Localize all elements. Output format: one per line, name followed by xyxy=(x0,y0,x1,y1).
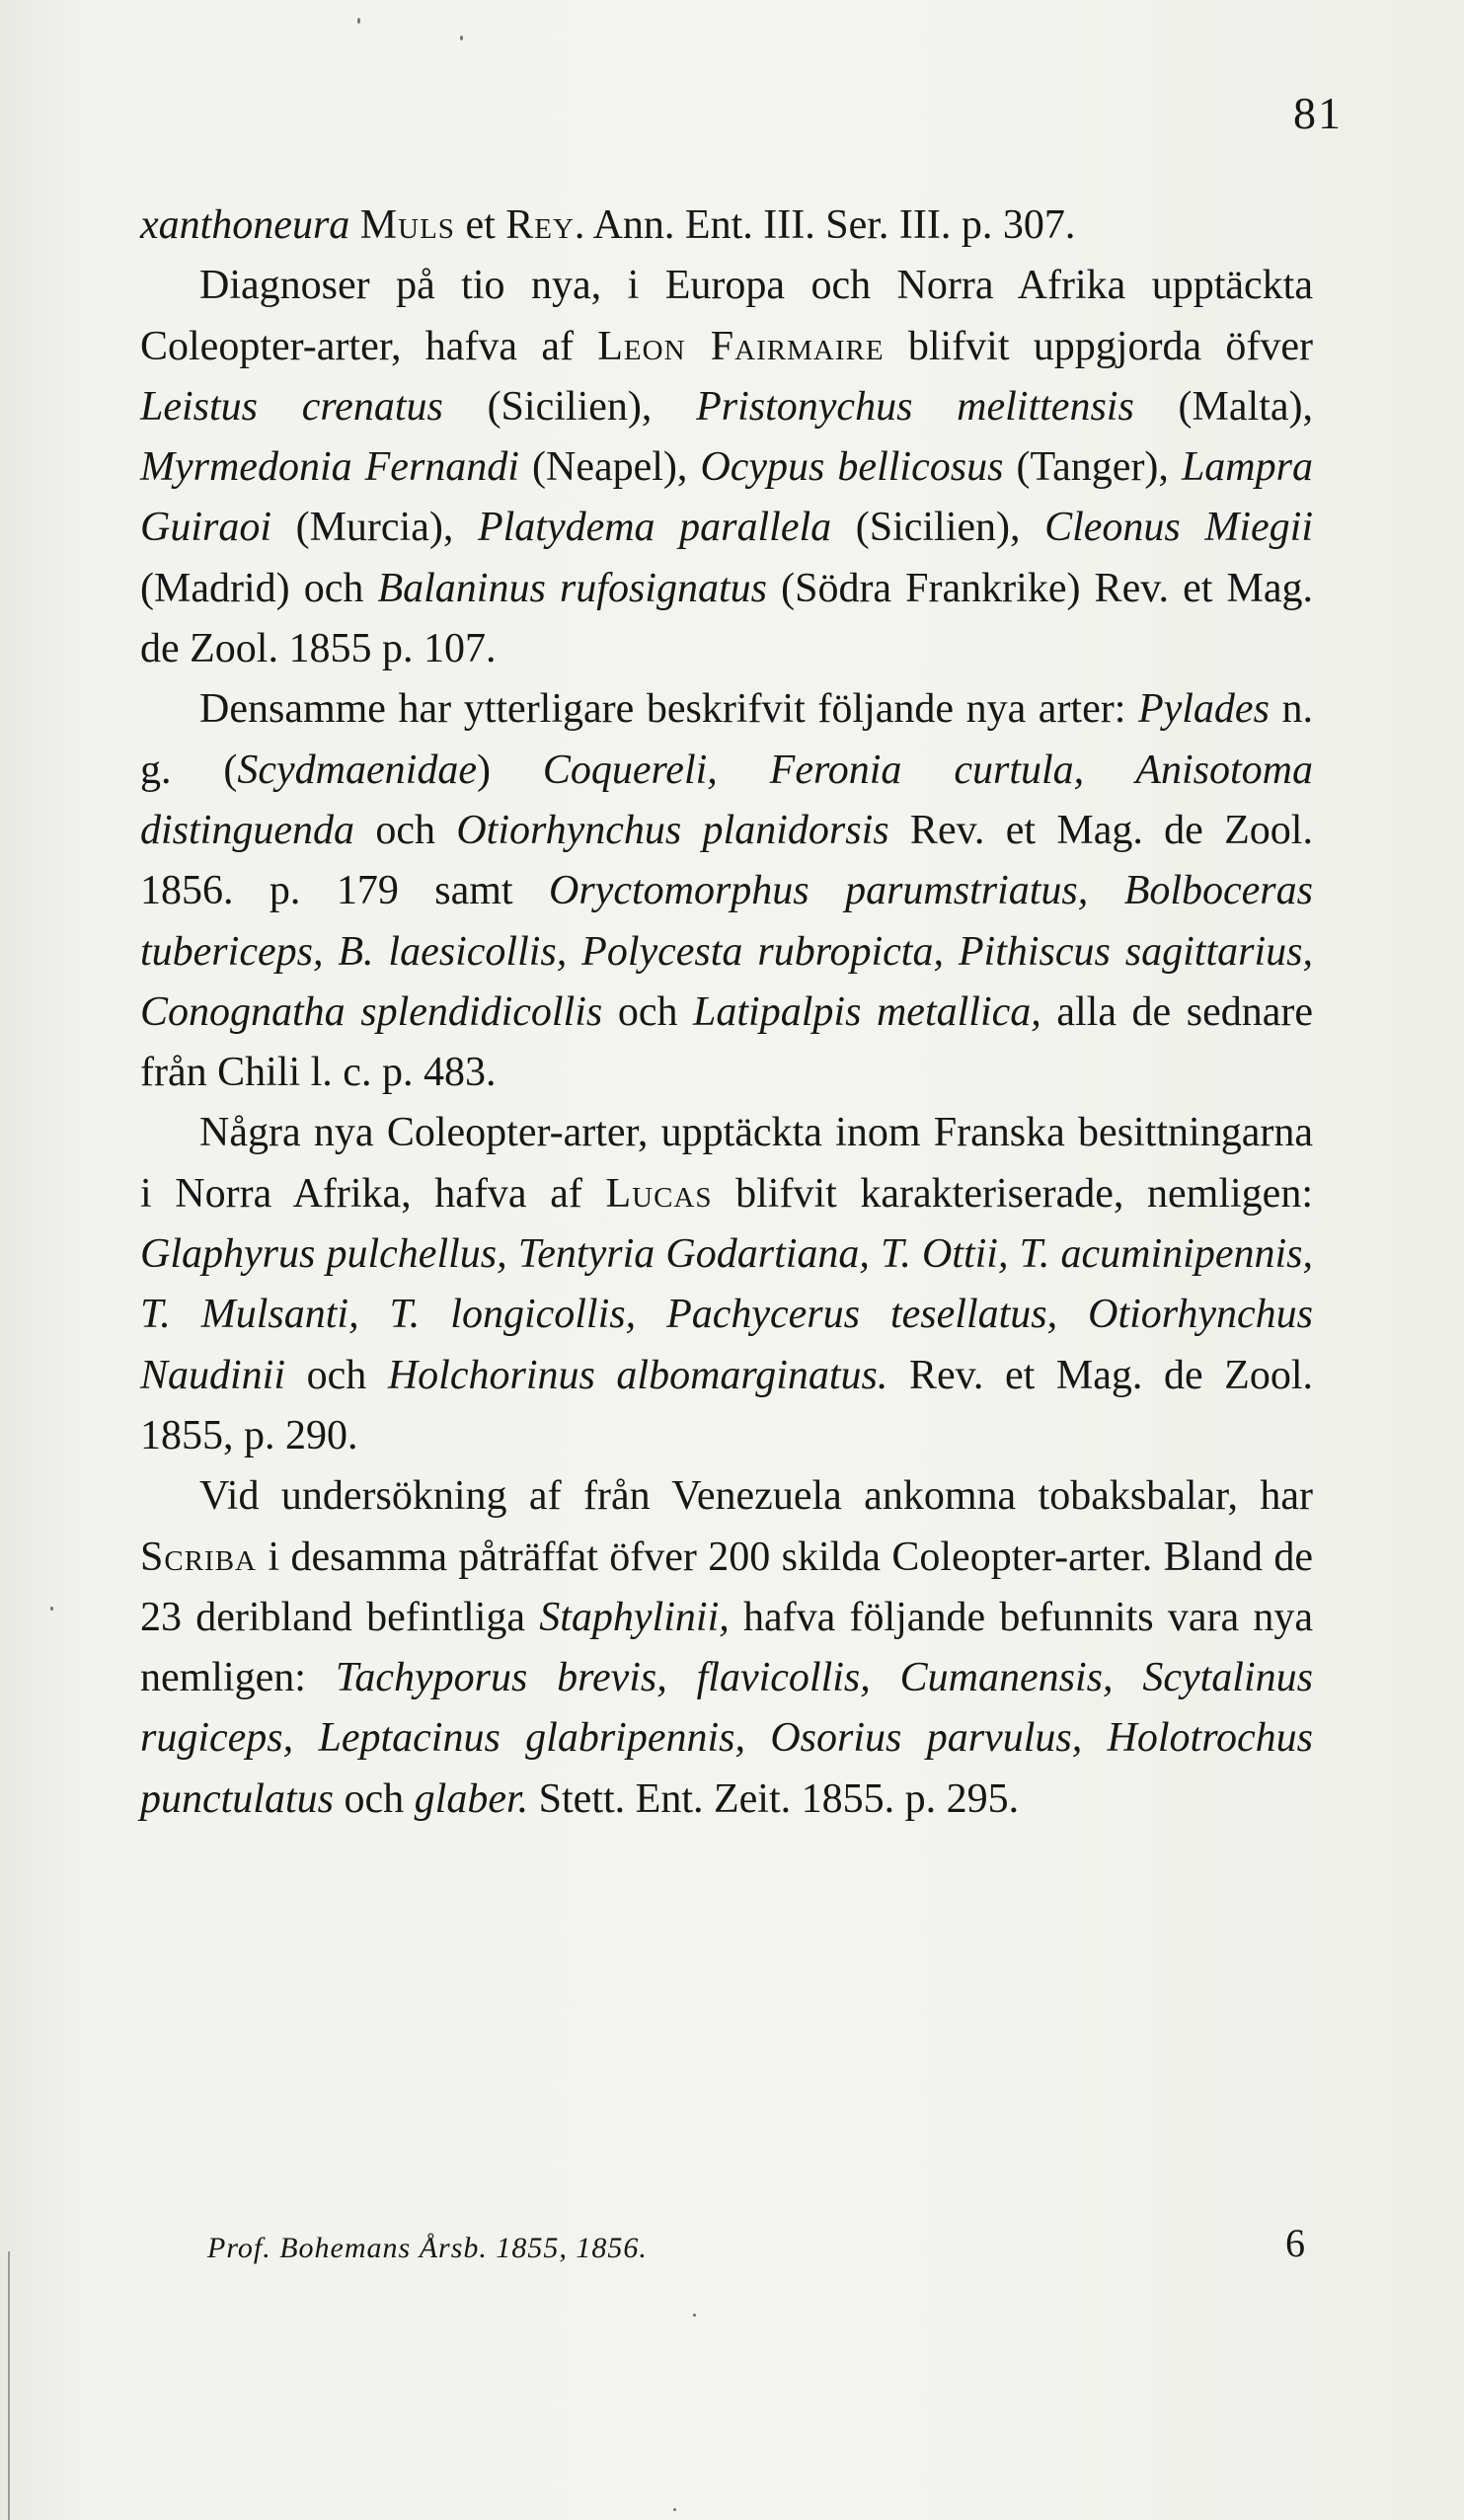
text-run: (Neapel), xyxy=(518,444,701,491)
page-edge-shadow xyxy=(8,2251,10,2520)
italic-run: Tachyporus brevis, flavicollis, Cumanensis, Scytalinus rugiceps, Leptacinus glabripennis, Osorius parvulus, Holotrochus punctulatus xyxy=(140,1655,1313,1822)
text-run: (Malta), xyxy=(1133,383,1313,430)
text-run: et xyxy=(454,202,506,248)
italic-run: Balaninus rufosignatus xyxy=(377,565,767,611)
text-run: och xyxy=(354,807,457,853)
text-run: hafva följande befunnits vara nya nemligen: xyxy=(140,1594,1313,1701)
italic-run: Platydema parallela xyxy=(477,505,832,551)
text-run: Rev. et Mag. de Zool. 1855, p. 290. xyxy=(140,1352,1313,1458)
text-run: (Sicilien), xyxy=(442,383,697,430)
paragraph-2 xyxy=(140,256,1313,679)
text-run: Stett. Ent. Zeit. 1855. p. 295. xyxy=(528,1775,1020,1822)
text-run: (Murcia), xyxy=(271,505,478,551)
text-run: n. g. ( xyxy=(140,686,1313,793)
paragraph-1 xyxy=(140,196,1313,256)
small-caps-run: Lucas xyxy=(605,1170,713,1217)
italic-run: Ocypus bellicosus xyxy=(700,444,1004,491)
italic-run: Holchorinus albomarginatus. xyxy=(387,1352,888,1398)
text-run: Diagnoser på tio nya, i Europa och Norra Afrika upptäckta Coleopter-arter, hafva af xyxy=(140,263,1313,369)
paragraph-4 xyxy=(140,1103,1313,1466)
text-run: Några nya Coleopter-arter, upptäckta inom Franska besittningarna i Norra Afrika, hafva af xyxy=(140,1110,1313,1217)
text-run: (Madrid) och xyxy=(140,565,378,611)
paragraph-5 xyxy=(140,1466,1313,1830)
text-run xyxy=(349,202,360,248)
small-caps-run: Leon Fairmaire xyxy=(597,323,885,369)
paragraph-3 xyxy=(140,679,1313,1103)
text-run: ) xyxy=(476,747,543,793)
text-run: (Tanger), xyxy=(1003,444,1182,491)
text-run: blifvit karakteriserade, nemligen: xyxy=(712,1170,1313,1217)
text-run: Vid undersökning af från Venezuela ankomna tobaksbalar, har xyxy=(199,1473,1313,1520)
text-run: alla de sednare från Chili l. c. p. 483. xyxy=(140,988,1314,1096)
body-text xyxy=(140,196,1313,1830)
italic-run: Otiorhynchus planidorsis xyxy=(456,807,889,853)
italic-run: glaber. xyxy=(414,1775,529,1822)
italic-run: Glaphyrus pulchellus, Tentyria Godartiana, T. Ottii, T. acuminipennis, T. Mulsanti, T. longicollis, Pachycerus tesellatus, Otiorhynchus Naudinii xyxy=(140,1231,1313,1398)
italic-run: Coquereli, Feronia curtula, Anisotoma distinguenda xyxy=(140,747,1313,853)
text-run: (Södra Frankrike) Rev. et Mag. de Zool. 1855 p. 107. xyxy=(140,565,1313,672)
text-run: och xyxy=(602,988,694,1035)
italic-run: Myrmedonia Fernandi xyxy=(140,444,519,491)
italic-run: Pristonychus melittensis xyxy=(696,383,1134,430)
sheet-number: 6 xyxy=(1285,2221,1305,2265)
italic-run: Pylades xyxy=(1137,686,1270,733)
italic-run: Lampra Guiraoi xyxy=(140,444,1313,551)
text-run: och xyxy=(285,1352,388,1398)
small-caps-run: Muls xyxy=(359,202,455,248)
text-run: Rev. et Mag. de Zool. 1856. p. 179 samt xyxy=(140,807,1313,914)
text-run: blifvit uppgjorda öfver xyxy=(884,323,1313,369)
text-run: . Ann. Ent. III. Ser. III. p. 307. xyxy=(574,202,1076,248)
small-caps-run: Scriba xyxy=(140,1534,257,1580)
text-run: i desamma påträffat öfver 200 skilda Coleopter-arter. Bland de 23 deribland befintliga xyxy=(140,1534,1313,1640)
text-run: (Sicilien), xyxy=(831,505,1045,551)
page-number: 81 xyxy=(1293,88,1343,138)
text-run: och xyxy=(334,1775,415,1822)
italic-run: xanthoneura xyxy=(140,202,350,248)
italic-run: Scydmaenidae xyxy=(237,747,477,793)
footer-signature: Prof. Bohemans Årsb. 1855, 1856. xyxy=(207,2232,648,2264)
italic-run: Latipalpis metallica, xyxy=(693,988,1041,1035)
small-caps-run: Rey xyxy=(505,202,575,248)
italic-run: Staphylinii, xyxy=(539,1594,730,1640)
text-run: Densamme har ytterligare beskrifvit följande nya arter: xyxy=(199,686,1138,733)
italic-run: Leistus crenatus xyxy=(140,383,443,430)
italic-run: Cleonus Miegii xyxy=(1044,505,1313,551)
italic-run: Oryctomorphus parumstriatus, Bolboceras tubericeps, B. laesicollis, Polycesta rubropicta, Pithiscus sagittarius, Conognatha splendidicollis xyxy=(140,868,1313,1035)
